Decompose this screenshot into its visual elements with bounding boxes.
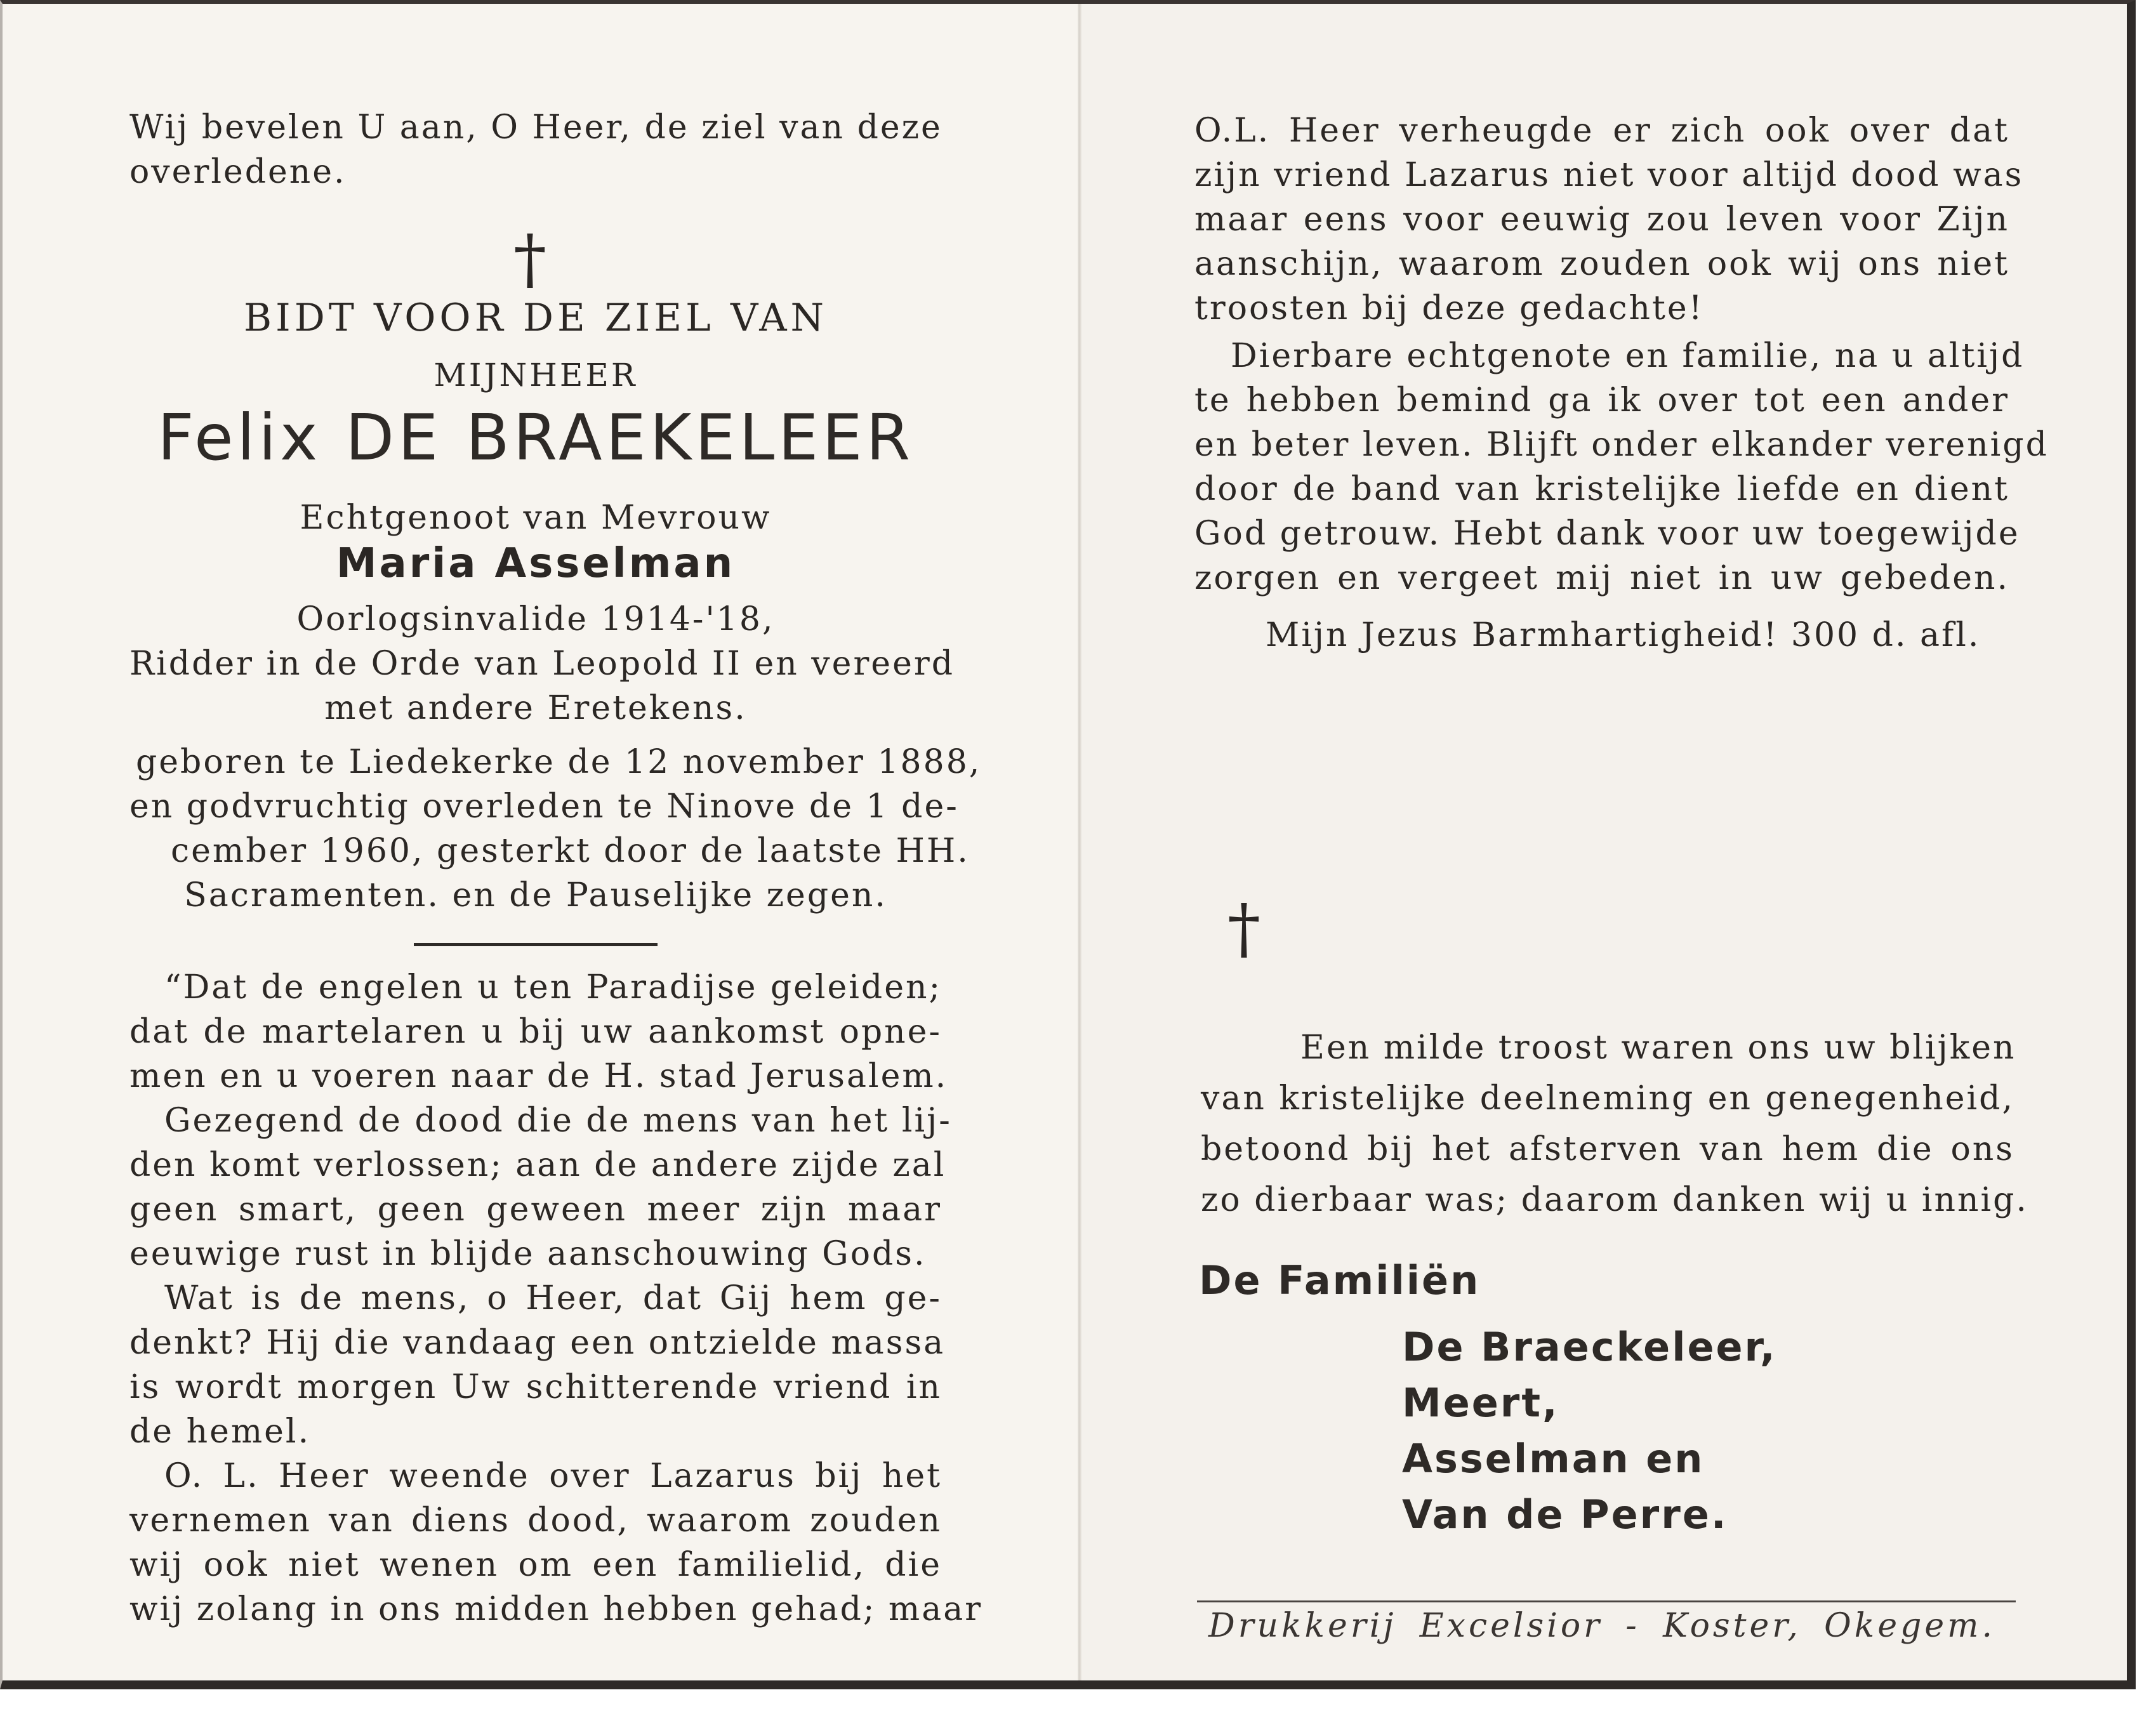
divider-line [414,943,658,946]
prayer-line: O. L. Heer weende over Lazarus bij het [164,1457,942,1495]
consolation-line: troosten bij deze gedachte! [1194,289,1704,327]
prayer-line: geen smart, geen geween meer zijn maar [129,1191,942,1229]
farewell-line: zorgen en vergeet mij niet in uw gebeden. [1194,559,2009,597]
printer-rule [1197,1600,2016,1602]
farewell-line: en beter leven. Blijft onder elkander verenigd [1194,426,2049,464]
family-name: Meert, [1402,1380,1559,1426]
prayer-line: wij zolang in ons midden hebben gehad; maar [129,1590,983,1628]
thanks-line: van kristelijke deelneming en genegenheid, [1201,1079,2014,1118]
prayer-line: den komt verlossen; aan de andere zijde zal [129,1146,946,1184]
prayer-line: de hemel. [129,1413,311,1451]
families-heading: De Familiën [1199,1257,1481,1303]
consolation-line: aanschijn, waarom zouden ook wij ons niet [1194,245,2009,283]
deceased-name: Felix DE BRAEKELEER [157,400,915,475]
prayer-line: “Dat de engelen u ten Paradijse geleiden; [164,968,942,1006]
indulgence-prayer: Mijn Jezus Barmhartigheid! 300 d. afl. [1266,616,1981,654]
birth-line: geboren te Liedekerke de 12 november 1888, [136,743,982,781]
farewell-line: te hebben bemind ga ik over tot een ander [1194,381,2009,419]
thanks-line: zo dierbaar was; daarom danken wij u innig. [1201,1181,2028,1219]
cross-icon: † [513,220,546,298]
title-mijnheer: MIJNHEER [433,357,638,393]
thanks-line: Een milde troost waren ons uw blijken [1300,1029,2016,1067]
birth-line: cember 1960, gesterkt door de laatste HH. [171,832,970,870]
detail-line: met andere Eretekens. [324,689,747,727]
thanks-line: betoond bij het afsterven van hem die ons [1201,1130,2014,1168]
prayer-line: Gezegend de dood die de mens van het lij- [164,1102,952,1140]
prayer-line: wij ook niet wenen om een familielid, die [129,1546,942,1584]
prayer-line: men en u voeren naar de H. stad Jerusalem. [129,1057,948,1095]
prayer-line: Wat is de mens, o Heer, dat Gij hem ge- [164,1279,942,1317]
detail-line: Ridder in de Orde van Leopold II en vereerd [129,645,955,683]
family-name: Van de Perre. [1402,1491,1728,1538]
prayer-line: denkt? Hij die vandaag een ontzielde massa [129,1324,946,1362]
farewell-line: door de band van kristelijke liefde en dient [1194,470,2009,508]
cross-icon: † [1227,890,1260,967]
printer-credit: Drukkerij Excelsior - Koster, Okegem. [1208,1607,1995,1645]
prayer-line: dat de martelaren u bij uw aankomst opne- [129,1013,942,1051]
intro-line: Wij bevelen U aan, O Heer, de ziel van deze [129,109,942,147]
farewell-line: God getrouw. Hebt dank voor uw toegewijde [1194,515,2020,553]
family-name: Asselman en [1402,1435,1705,1482]
prayer-line: eeuwige rust in blijde aanschouwing Gods. [129,1235,927,1273]
spouse-name: Maria Asselman [336,540,736,587]
spouse-intro: Echtgenoot van Mevrouw [300,499,772,537]
consolation-line: O.L. Heer verheugde er zich ook over dat [1194,112,2009,150]
consolation-line: maar eens voor eeuwig zou leven voor Zijn [1194,201,2009,239]
prayer-line: vernemen van diens dood, waarom zouden [129,1501,942,1540]
birth-line: Sacramenten. en de Pauselijke zegen. [184,876,887,914]
prayer-line: is wordt morgen Uw schitterende vriend in [129,1368,942,1406]
intro-line: overledene. [129,153,347,191]
prayer-heading: BIDT VOOR DE ZIEL VAN [243,296,828,340]
family-name: De Braeckeleer, [1402,1324,1777,1370]
detail-line: Oorlogsinvalide 1914-'18, [296,600,775,638]
farewell-line: Dierbare echtgenote en familie, na u altijd [1231,337,2025,375]
consolation-line: zijn vriend Lazarus niet voor altijd dood was [1194,156,2024,194]
birth-line: en godvruchtig overleden te Ninove de 1 de- [129,788,959,826]
